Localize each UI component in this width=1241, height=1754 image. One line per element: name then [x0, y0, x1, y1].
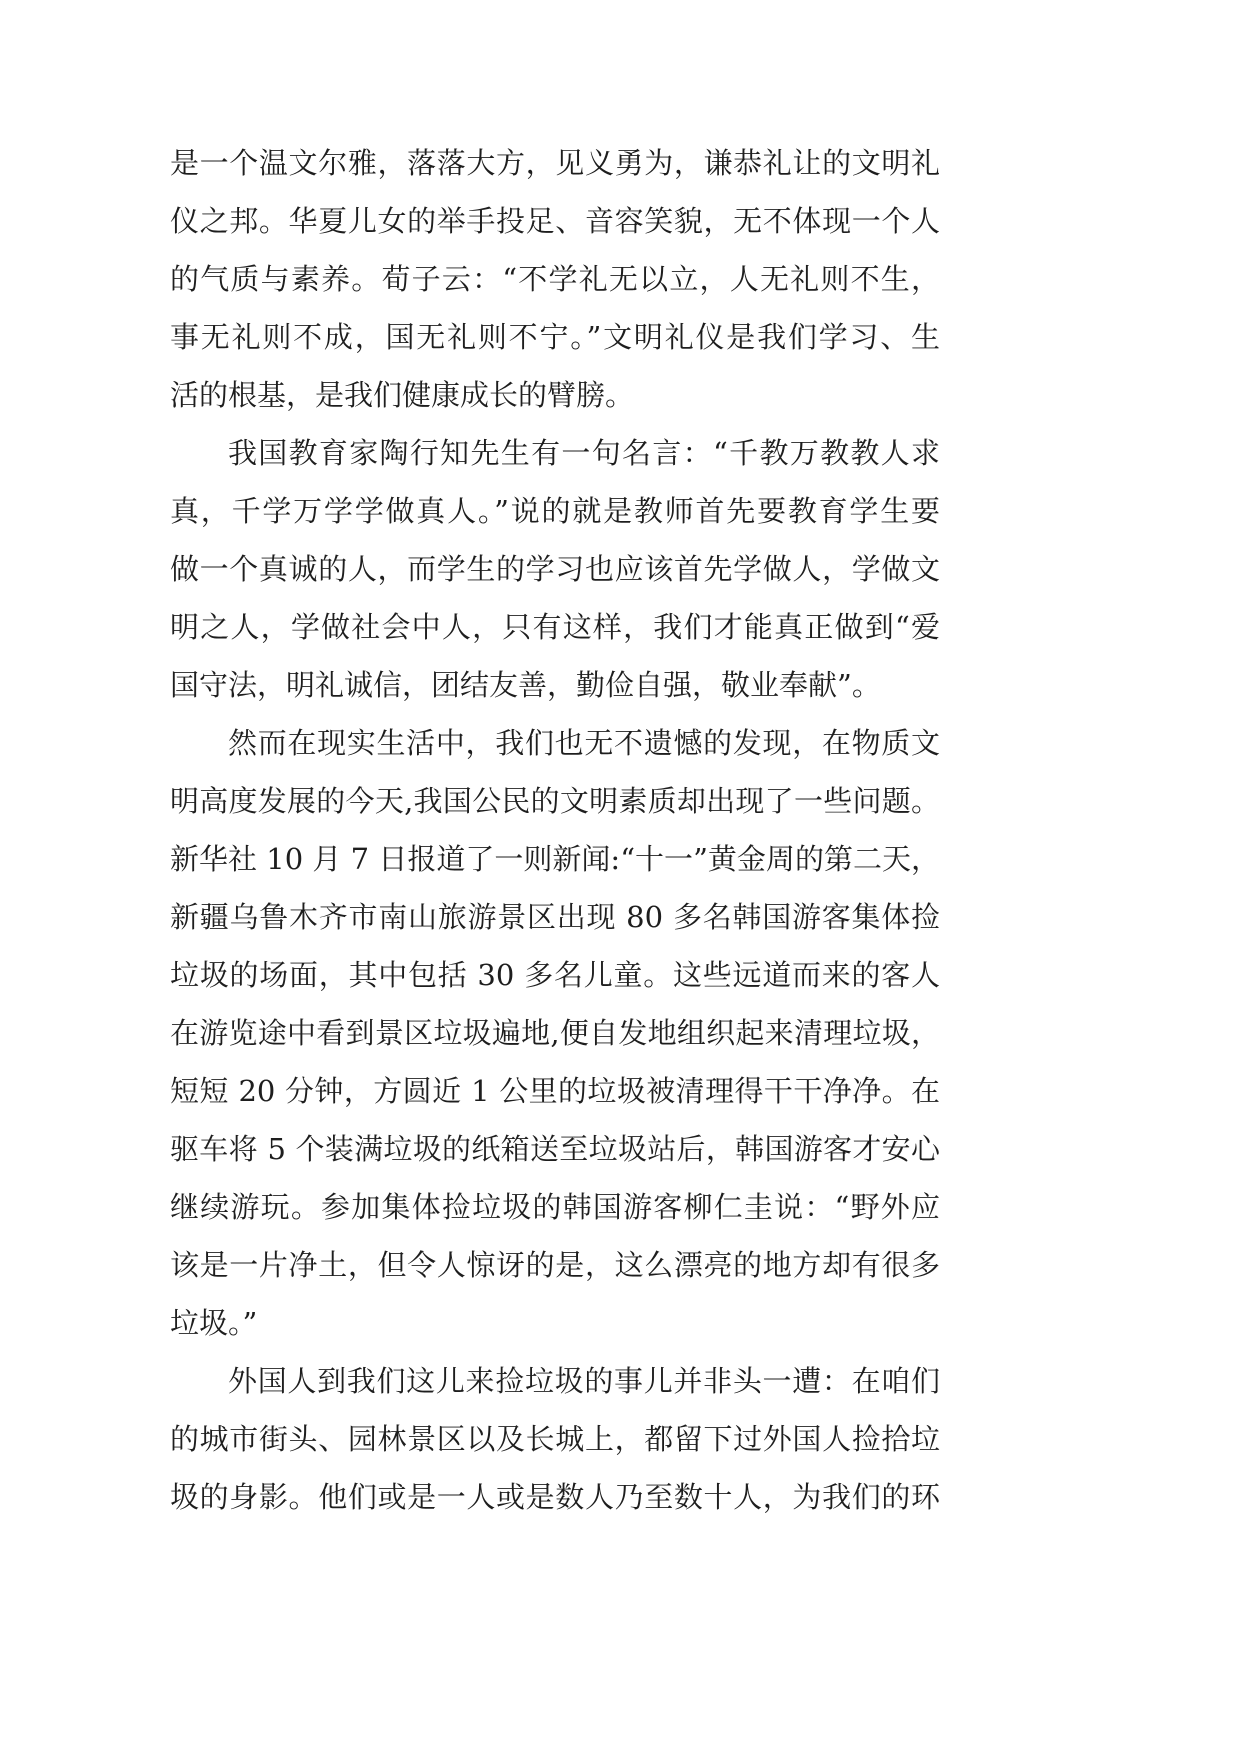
text-line: 然而在现实生活中，我们也无不遗憾的发现，在物质文: [228, 726, 940, 760]
text-line: 明高度发展的今天,我国公民的文明素质却出现了一些问题。: [170, 784, 940, 818]
paragraph-3: [170, 714, 940, 1352]
body-text: [170, 134, 940, 1526]
text-line: 活的根基，是我们健康成长的臂膀。: [170, 378, 635, 412]
text-line: 圾的身影。他们或是一人或是数人乃至数十人，为我们的环: [170, 1480, 940, 1514]
paragraph-1: [170, 134, 940, 424]
text-line: 外国人到我们这儿来捡垃圾的事儿并非头一遭：在咱们: [228, 1364, 940, 1398]
paragraph-2: [170, 424, 940, 714]
text-line: 的城市街头、园林景区以及长城上，都留下过外国人捡拾垃: [170, 1422, 940, 1456]
text-line: 垃圾。”: [170, 1306, 258, 1340]
text-line: 是一个温文尔雅，落落大方，见义勇为，谦恭礼让的文明礼: [170, 146, 940, 180]
text-line: 做一个真诚的人，而学生的学习也应该首先学做人，学做文: [170, 552, 940, 586]
text-line: 继续游玩。参加集体捡垃圾的韩国游客柳仁圭说：“野外应: [170, 1190, 940, 1224]
text-line: 该是一片净土，但令人惊讶的是，这么漂亮的地方却有很多: [170, 1248, 940, 1282]
text-line: 新华社 10 月 7 日报道了一则新闻:“十一”黄金周的第二天，: [170, 842, 940, 876]
text-line: 国守法，明礼诚信，团结友善，勤俭自强，敬业奉献”。: [170, 668, 881, 702]
text-line: 事无礼则不成，国无礼则不宁。”文明礼仪是我们学习、生: [170, 320, 940, 354]
paragraph-4: [170, 1352, 940, 1526]
text-line: 驱车将 5 个装满垃圾的纸箱送至垃圾站后，韩国游客才安心: [170, 1132, 940, 1166]
text-line: 我国教育家陶行知先生有一句名言：“千教万教教人求: [228, 436, 940, 470]
text-line: 仪之邦。华夏儿女的举手投足、音容笑貌，无不体现一个人: [170, 204, 940, 238]
text-line: 的气质与素养。荀子云：“不学礼无以立，人无礼则不生，: [170, 262, 940, 296]
text-line: 新疆乌鲁木齐市南山旅游景区出现 80 多名韩国游客集体捡: [170, 900, 940, 934]
text-line: 短短 20 分钟，方圆近 1 公里的垃圾被清理得干干净净。在: [170, 1074, 940, 1108]
text-line: 垃圾的场面，其中包括 30 多名儿童。这些远道而来的客人: [170, 958, 940, 992]
text-line: 真，千学万学学做真人。”说的就是教师首先要教育学生要: [170, 494, 940, 528]
text-line: 明之人，学做社会中人，只有这样，我们才能真正做到“爱: [170, 610, 940, 644]
text-line: 在游览途中看到景区垃圾遍地,便自发地组织起来清理垃圾，: [170, 1016, 940, 1050]
